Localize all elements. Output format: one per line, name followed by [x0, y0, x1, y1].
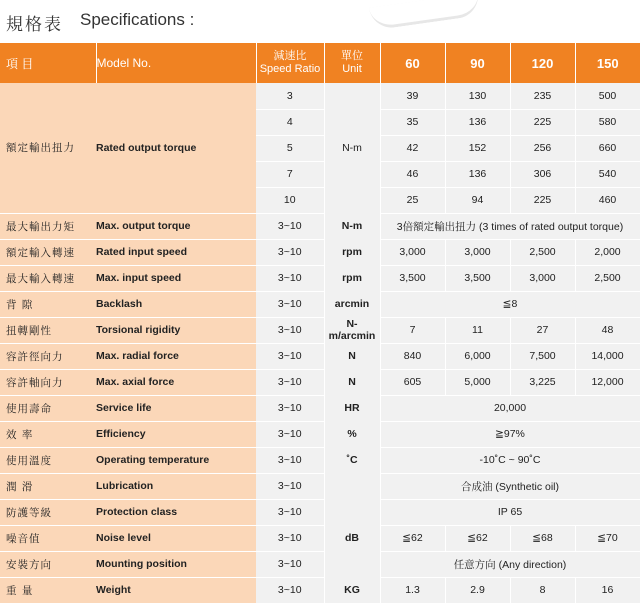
table-row: [0, 317, 640, 343]
ratio-cell: 3~10: [256, 577, 324, 603]
value-cell: 840: [380, 343, 445, 369]
value-cell: 500: [575, 83, 640, 109]
ratio-cell: 3~10: [256, 473, 324, 499]
value-cell: 225: [510, 187, 575, 213]
value-cell: 460: [575, 187, 640, 213]
value-cell: 2.9: [445, 577, 510, 603]
value-cell: 16: [575, 577, 640, 603]
value-cell: 11: [445, 317, 510, 343]
spec-label-cn: 額定輸入轉速: [0, 239, 96, 265]
unit-cell: HR: [324, 395, 380, 421]
value-cell: 8: [510, 577, 575, 603]
header-ratio-en: Speed Ratio: [259, 63, 321, 75]
ratio-cell: 3~10: [256, 551, 324, 577]
header-row: [0, 43, 640, 83]
value-cell: 3,000: [380, 239, 445, 265]
unit-cell: arcmin: [324, 291, 380, 317]
table-row: [0, 473, 640, 499]
value-cell: ≦68: [510, 525, 575, 551]
ratio-cell: 3~10: [256, 291, 324, 317]
value-cell: 5,000: [445, 369, 510, 395]
table-row: [0, 525, 640, 551]
spec-label-en: Noise level: [96, 525, 256, 551]
value-cell: 7,500: [510, 343, 575, 369]
unit-cell: N: [324, 343, 380, 369]
table-row: [0, 447, 640, 473]
header-model-120: 120: [510, 43, 575, 83]
value-cell: 3,500: [445, 265, 510, 291]
spec-label-en: Lubrication: [96, 473, 256, 499]
value-cell: ≦62: [380, 525, 445, 551]
spec-label-cn: 最大輸入轉速: [0, 265, 96, 291]
spec-label-cn: 容許軸向力: [0, 369, 96, 395]
table-row: [0, 291, 640, 317]
value-cell: 7: [380, 317, 445, 343]
value-cell: 152: [445, 135, 510, 161]
spec-label-cn: 效 率: [0, 421, 96, 447]
merged-value-cell: ≧97%: [380, 421, 640, 447]
header-model-60: 60: [380, 43, 445, 83]
table-row: [0, 239, 640, 265]
value-cell: 225: [510, 109, 575, 135]
spec-label-cn: 重 量: [0, 577, 96, 603]
unit-cell: [324, 551, 380, 577]
spec-label-en: Service life: [96, 395, 256, 421]
spec-label-cn: 容許徑向力: [0, 343, 96, 369]
unit-cell: rpm: [324, 239, 380, 265]
decorative-swoosh: [369, 0, 481, 31]
ratio-cell: 3~10: [256, 239, 324, 265]
ratio-cell: 7: [256, 161, 324, 187]
table-row: [0, 499, 640, 525]
unit-cell: KG: [324, 577, 380, 603]
spec-label-en: Mounting position: [96, 551, 256, 577]
value-cell: ≦70: [575, 525, 640, 551]
ratio-cell: 3~10: [256, 265, 324, 291]
merged-value-cell: 3倍額定輸出扭力 (3 times of rated output torque): [380, 213, 640, 239]
merged-value-cell: 合成油 (Synthetic oil): [380, 473, 640, 499]
table-row: [0, 343, 640, 369]
title-english: Specifications :: [80, 10, 195, 29]
spec-label-en: Weight: [96, 577, 256, 603]
header-unit-cn: 單位: [341, 50, 363, 62]
spec-label-cn: 使用壽命: [0, 395, 96, 421]
merged-value-cell: -10˚C ~ 90˚C: [380, 447, 640, 473]
value-cell: 12,000: [575, 369, 640, 395]
spec-label-cn: 防護等級: [0, 499, 96, 525]
ratio-cell: 3~10: [256, 525, 324, 551]
spec-label-cn: 安裝方向: [0, 551, 96, 577]
ratio-cell: 3~10: [256, 447, 324, 473]
unit-cell: dB: [324, 525, 380, 551]
spec-label-en: Max. radial force: [96, 343, 256, 369]
merged-value-cell: 任意方向 (Any direction): [380, 551, 640, 577]
spec-label-en: Protection class: [96, 499, 256, 525]
unit-cell: [324, 473, 380, 499]
header-unit: [324, 43, 380, 83]
value-cell: 3,225: [510, 369, 575, 395]
title-bar: [0, 0, 640, 42]
value-cell: 25: [380, 187, 445, 213]
value-cell: 39: [380, 83, 445, 109]
value-cell: 46: [380, 161, 445, 187]
ratio-cell: 3: [256, 83, 324, 109]
spec-label-en: Rated input speed: [96, 239, 256, 265]
value-cell: 27: [510, 317, 575, 343]
torque-label-en: Rated output torque: [96, 83, 256, 213]
torque-unit: N-m: [324, 83, 380, 213]
value-cell: 14,000: [575, 343, 640, 369]
value-cell: ≦62: [445, 525, 510, 551]
ratio-cell: 4: [256, 109, 324, 135]
header-model-90: 90: [445, 43, 510, 83]
value-cell: 256: [510, 135, 575, 161]
merged-value-cell: ≦8: [380, 291, 640, 317]
ratio-cell: 3~10: [256, 343, 324, 369]
table-row: [0, 421, 640, 447]
header-item: 項 目: [0, 43, 96, 83]
value-cell: 130: [445, 83, 510, 109]
value-cell: 306: [510, 161, 575, 187]
unit-cell: N-m: [324, 213, 380, 239]
table-row: [0, 369, 640, 395]
value-cell: 580: [575, 109, 640, 135]
ratio-cell: 5: [256, 135, 324, 161]
spec-label-en: Max. axial force: [96, 369, 256, 395]
spec-label-en: Max. input speed: [96, 265, 256, 291]
spec-label-en: Backlash: [96, 291, 256, 317]
title-chinese: 規格表: [6, 15, 63, 35]
value-cell: 94: [445, 187, 510, 213]
spec-label-cn: 最大輸出力矩: [0, 213, 96, 239]
value-cell: 2,000: [575, 239, 640, 265]
spec-label-cn: 扭轉剛性: [0, 317, 96, 343]
header-ratio: [256, 43, 324, 83]
torque-label-cn: 額定輸出扭力: [0, 83, 96, 213]
spec-label-en: Operating temperature: [96, 447, 256, 473]
header-model-150: 150: [575, 43, 640, 83]
value-cell: 2,500: [510, 239, 575, 265]
table-row: [0, 551, 640, 577]
unit-cell: [324, 499, 380, 525]
unit-cell: N: [324, 369, 380, 395]
table-row: [0, 213, 640, 239]
ratio-cell: 3~10: [256, 421, 324, 447]
value-cell: 3,000: [510, 265, 575, 291]
value-cell: 3,500: [380, 265, 445, 291]
unit-cell: ˚C: [324, 447, 380, 473]
merged-value-cell: IP 65: [380, 499, 640, 525]
value-cell: 2,500: [575, 265, 640, 291]
value-cell: 3,000: [445, 239, 510, 265]
value-cell: 35: [380, 109, 445, 135]
table-row: [0, 577, 640, 603]
spec-label-en: Max. output torque: [96, 213, 256, 239]
ratio-cell: 3~10: [256, 369, 324, 395]
value-cell: 136: [445, 161, 510, 187]
header-ratio-cn: 減速比: [273, 50, 307, 62]
spec-label-cn: 背 隙: [0, 291, 96, 317]
ratio-cell: 3~10: [256, 499, 324, 525]
merged-value-cell: 20,000: [380, 395, 640, 421]
value-cell: 136: [445, 109, 510, 135]
header-unit-en: Unit: [342, 63, 362, 75]
table-row: [0, 395, 640, 421]
ratio-cell: 3~10: [256, 317, 324, 343]
spec-label-cn: 潤 滑: [0, 473, 96, 499]
ratio-cell: 3~10: [256, 395, 324, 421]
unit-cell: %: [324, 421, 380, 447]
ratio-cell: 3~10: [256, 213, 324, 239]
value-cell: 540: [575, 161, 640, 187]
value-cell: 235: [510, 83, 575, 109]
spec-label-en: Torsional rigidity: [96, 317, 256, 343]
value-cell: 605: [380, 369, 445, 395]
unit-cell: rpm: [324, 265, 380, 291]
spec-label-en: Efficiency: [96, 421, 256, 447]
table-row: [0, 83, 640, 109]
header-model: Model No.: [96, 43, 256, 83]
value-cell: 42: [380, 135, 445, 161]
table-row: [0, 265, 640, 291]
ratio-cell: 10: [256, 187, 324, 213]
unit-cell: N-m/arcmin: [324, 317, 380, 343]
value-cell: 1.3: [380, 577, 445, 603]
spec-label-cn: 使用溫度: [0, 447, 96, 473]
spec-label-cn: 噪音值: [0, 525, 96, 551]
value-cell: 660: [575, 135, 640, 161]
value-cell: 48: [575, 317, 640, 343]
specifications-table: [0, 43, 640, 604]
value-cell: 6,000: [445, 343, 510, 369]
